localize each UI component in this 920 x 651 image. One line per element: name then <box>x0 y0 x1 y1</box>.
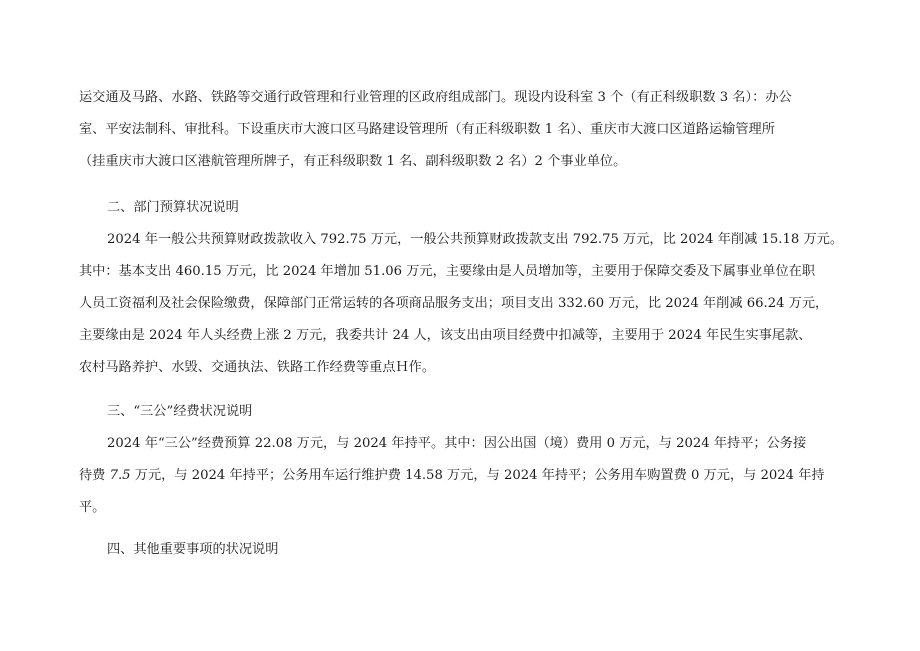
sec2-line-4: 主要缘由是 2024 年人头经费上涨 2 万元，我委共计 24 人，该支出由项目经费中扣减等，主要用于 2024 年民生实事尾款、 <box>79 328 812 343</box>
sec3-line-2 <box>79 466 825 486</box>
intro-line-2: 室、平安法制科、审批科。下设重庆市大渡口区马路建设管理所（有正科级职数 1 名）、重庆市大渡口区道路运输管理所 <box>79 122 775 137</box>
sec2-line-3: 人员工资福利及社会保险缴费，保障部门正常运转的各项商品服务支出；项目支出 332.60 万元，比 2024 年削减 66.24 万元， <box>79 296 829 311</box>
section-4-title: 四、其他重要事项的状况说明 <box>107 542 279 557</box>
reception-fee-value: 7.5 <box>109 468 131 483</box>
section-2-title: 二、部门预算状况说明 <box>107 200 239 215</box>
intro-line-1: 运交通及马路、水路、铁路等交通行政管理和行业管理的区政府组成部门。现设内设科室 3 个（有正科级职数 3 名）：办公 <box>79 90 792 105</box>
sec3-line-3: 平。 <box>79 500 106 515</box>
sec2-line-5: 农村马路养护、水毁、交通执法、铁路工作经费等重点Ｈ作。 <box>79 360 436 375</box>
section-3-title: 三、“三公”经费状况说明 <box>107 404 253 419</box>
sec2-line-1: 2024 年一般公共预算财政拨款收入 792.75 万元，一般公共预算财政拨款支出 792.75 万元，比 2024 年削减 15.18 万元。 <box>107 232 844 247</box>
sec3-line-1: 2024 年“三公”经费预算 22.08 万元，与 2024 年持平。其中：因公出国（境）费用 0 万元，与 2024 年持平；公务接 <box>107 436 807 451</box>
intro-line-3: （挂重庆市大渡口区港航管理所牌子，有正科级职数 1 名、副科级职数 2 名）2 个事业单位。 <box>79 154 627 169</box>
sec3-line-2-start: 待费 <box>79 468 110 483</box>
sec2-line-2: 其中：基本支出 460.15 万元，比 2024 年增加 51.06 万元，主要缘由是人员增加等，主要用于保障交委及下属事业单位在职 <box>79 264 816 279</box>
sec3-line-2-rest: 万元，与 2024 年持平；公务用车运行维护费 14.58 万元，与 2024 年持平；公务用车购置费 0 万元，与 2024 年持 <box>130 468 825 483</box>
